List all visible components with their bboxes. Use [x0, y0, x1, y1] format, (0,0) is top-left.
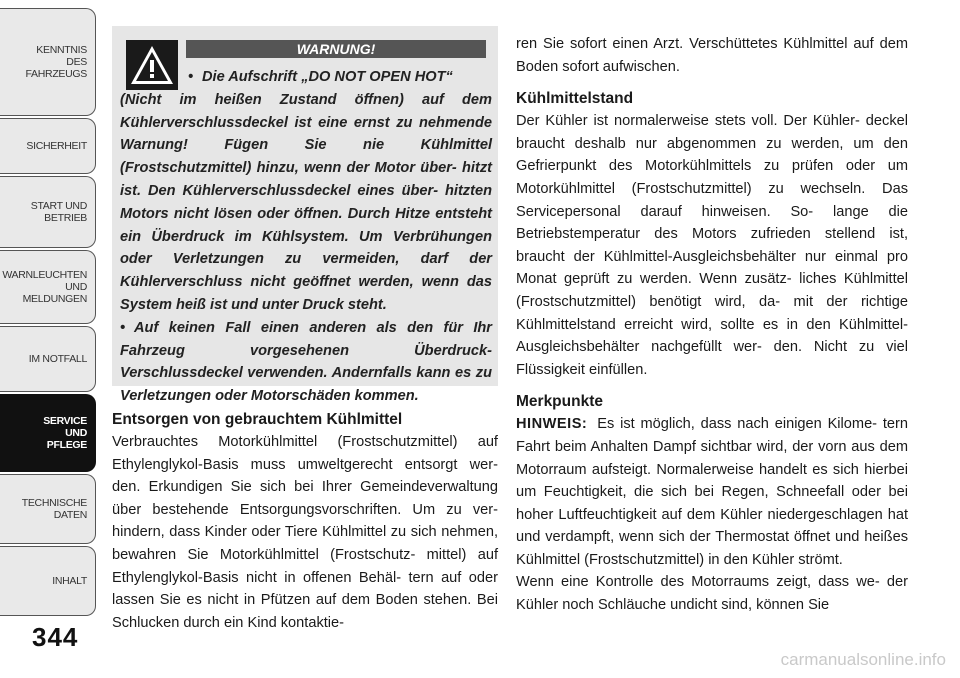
section-heading-coolant-level: Kühlmittelstand [516, 90, 634, 108]
right-column [516, 33, 908, 617]
tab-im-notfall[interactable]: IM NOTFALL [0, 326, 96, 392]
tab-service-und-pflege[interactable]: SERVICE UND PFLEGE [0, 394, 96, 472]
hinweis-label: HINWEIS: [516, 416, 588, 433]
tab-start-und-betrieb[interactable]: START UND BETRIEB [0, 176, 96, 248]
tab-warnleuchten-und-meldungen[interactable]: WARNLEUCHTEN UND MELDUNGEN [0, 250, 96, 324]
watermark: carmanualsonline.info [780, 650, 946, 669]
chapter-tabs [0, 0, 98, 620]
section-heading-disposal: Entsorgen von gebrauchtem Kühlmittel [112, 411, 403, 428]
tab-technische-daten[interactable]: TECHNISCHE DATEN [0, 474, 96, 544]
warning-bullet-1-lead: • Die Aufschrift „DO NOT OPEN HOT“ [188, 69, 453, 85]
warning-bullet-1-rest: (Nicht im heißen Zustand öffnen) auf dem Kühlerverschlussdeckel ist eine ernst zu nehmende Warnung! Fügen Sie nie Kühlmittel (Frostschutzmittel) hinzu, wenn der Motor über- hitzt ist. Den Kühlerverschlussdeckel eines über- hitzten Motors nicht lösen oder öffnen. Durch Hitze entsteht ein Überdruck im Kühlsystem. Um Verbrühungen oder Verletzungen zu vermeiden, darf der Kühlerverschluss nicht geöffnet werden, wenn das System heiß ist und unter Druck steht. [120, 91, 492, 313]
warning-title: WARNUNG! [186, 40, 486, 58]
warning-bullet-2: • Auf keinen Fall einen anderen als den für Ihr Fahrzeug vorgesehenen Überdruck- Verschlussdeckel verwenden. Andernfalls kann es zu Verletzungen oder Motorschäden kommen. [120, 319, 492, 405]
tab-inhalt[interactable]: INHALT [0, 546, 96, 616]
hinweis-paragraph: HINWEIS: Es ist möglich, dass nach einigen Kilome- tern Fahrt beim Anhalten Dampf sichtbar wird, der vorn aus dem Motorraum aufsteigt. Normalerweise handelt es sich hierbei um Feuchtigkeit, die sich bei Regen, Schneefall oder bei hoher Luftfeuchtigkeit auf dem Kühler niedergeschlagen hat und verdampft, wenn sich der Thermostat öffnet und heißes Kühlmittel (Frostschutzmittel) in den Kühler strömt. [516, 416, 908, 568]
inspection-paragraph: Wenn eine Kontrolle des Motorraums zeigt, dass we- der Kühler noch Schläuche undicht sind, können Sie [516, 574, 908, 614]
section-heading-merkpunkte: Merkpunkte [516, 393, 603, 411]
page-number: 344 [32, 622, 79, 652]
tab-sicherheit[interactable]: SICHERHEIT [0, 118, 96, 174]
continued-paragraph: ren Sie sofort einen Arzt. Verschüttetes Kühlmittel auf dem Boden sofort aufwischen. [516, 36, 908, 75]
disposal-paragraph: Verbrauchtes Motorkühlmittel (Frostschutzmittel) auf Ethylenglykol-Basis muss umweltgerecht entsorgt wer- den. Erkundigen Sie sich bei Ihrer Gemeindeverwaltung über bestehende Entsorgungsvorschriften. Um zu ver- hindern, dass Kinder oder Tiere Kühlmittel zu sich nehmen, bewahren Sie Motorkühlmittel (Frostschutz- mittel) auf Ethylenglykol-Basis nicht in offenen Behäl- tern auf oder lassen Sie es nicht in Pfützen auf dem Boden stehen. Bei Schlucken durch ein Kind kontaktie- [112, 434, 498, 631]
left-column [112, 409, 498, 634]
tab-kenntnis-des-fahrzeugs[interactable]: KENNTNIS DES FAHRZEUGS [0, 8, 96, 116]
warning-text [120, 66, 492, 408]
warning-box [112, 26, 498, 405]
coolant-level-paragraph: Der Kühler ist normalerweise stets voll. Der Kühler- deckel braucht deshalb nur abgenommen zu werden, um den Gefrierpunkt des Motorkühlmittels zu prüfen oder um Motorkühlmittel (Frostschutzmittel) zu wechseln. Das Servicepersonal darauf hinweisen. So- lange die Betriebstemperatur des Motors zufrieden stellend ist, braucht der Kühlmittel-Ausgleichsbehälter nur einmal pro Monat geprüft zu werden. Wenn zusätz- liches Kühlmittel (Frostschutzmittel) benötigt wird, da- mit der richtige Kühlmittelstand erreicht wird, sollte es in den Kühlmittel-Ausgleichsbehälter nachgefüllt wer- den. Nicht zu viel Flüssigkeit einfüllen. [516, 113, 908, 378]
